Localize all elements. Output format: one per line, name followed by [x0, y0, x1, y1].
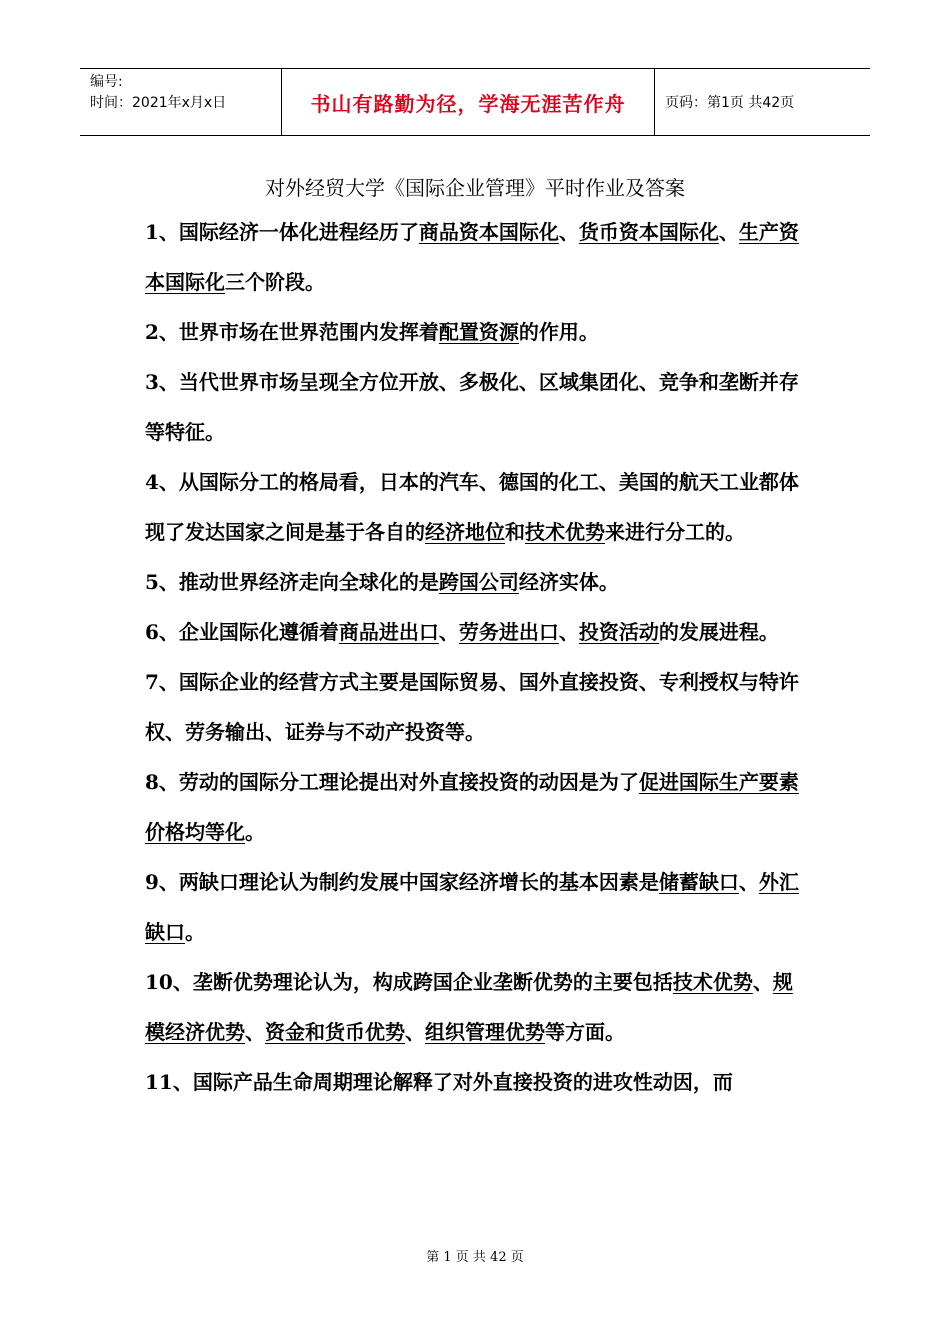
motto-text: 书山有路勤为径，学海无涯苦作舟	[310, 91, 626, 116]
question-paragraph	[145, 657, 810, 757]
question-text: 、	[405, 1020, 425, 1044]
document-title: 对外经贸大学《国际企业管理》平时作业及答案	[265, 176, 685, 200]
answer-text: 促进国际生产要素价格均等化	[145, 770, 799, 844]
answer-text: 配置资源	[438, 320, 519, 344]
question-text: 、	[245, 1020, 265, 1044]
question-text: 、	[738, 870, 759, 894]
question-paragraph	[145, 857, 810, 957]
question-paragraph	[145, 557, 810, 607]
question-text: 6、企业国际化遵循着	[145, 620, 339, 644]
question-paragraph	[145, 607, 810, 657]
question-text: 7、国际企业的经营方式主要是国际贸易、国外直接投资、专利授权与特许权、劳务输出、证券与不动产投资等。	[145, 670, 799, 744]
time-label: 时间：2021年x月x日	[90, 95, 227, 111]
question-paragraph	[145, 207, 810, 307]
question-text: 10、垄断优势理论认为，构成跨国企业垄断优势的主要包括	[145, 970, 673, 994]
question-text: 。	[245, 820, 265, 844]
answer-text: 资金和货币优势	[265, 1020, 405, 1044]
document-body	[145, 207, 810, 1107]
answer-text: 技术优势	[525, 520, 605, 544]
answer-text: 劳务进出口	[458, 620, 559, 644]
question-paragraph	[145, 457, 810, 557]
answer-text: 经济地位	[425, 520, 505, 544]
question-paragraph	[145, 307, 810, 357]
number-label: 编号:	[90, 74, 123, 90]
question-text: 。	[185, 920, 205, 944]
question-text: 11、国际产品生命周期理论解释了对外直接投资的进攻性动因，而	[145, 1070, 733, 1094]
question-text: 等方面。	[545, 1020, 625, 1044]
question-text: 的发展进程。	[658, 620, 779, 644]
question-text: 经济实体。	[518, 570, 619, 594]
question-paragraph	[145, 957, 810, 1057]
question-text: 、	[558, 620, 579, 644]
question-text: 、	[752, 970, 773, 994]
question-text: 5、推动世界经济走向全球化的是	[145, 570, 439, 594]
answer-text: 储蓄缺口	[658, 870, 739, 894]
question-text: 9、两缺口理论认为制约发展中国家经济增长的基本因素是	[145, 870, 659, 894]
answer-text: 货币资本国际化	[578, 220, 719, 244]
motto-cell	[282, 69, 655, 135]
question-text: 、	[558, 220, 579, 244]
question-paragraph	[145, 357, 810, 457]
answer-text: 生产资本国际化	[145, 220, 799, 294]
page-header	[80, 68, 870, 136]
question-text: 的作用。	[518, 320, 599, 344]
question-text: 2、世界市场在世界范围内发挥着	[145, 320, 439, 344]
question-text: 来进行分工的。	[605, 520, 745, 544]
answer-text: 外汇缺口	[145, 870, 799, 944]
question-paragraph	[145, 757, 810, 857]
page-footer: 第 1 页 共 42 页	[426, 1250, 524, 1265]
question-paragraph	[145, 1057, 810, 1107]
question-text: 和	[505, 520, 525, 544]
answer-text: 规模经济优势	[145, 970, 793, 1044]
question-text: 、	[438, 620, 459, 644]
question-text: 三个阶段。	[225, 270, 325, 294]
answer-text: 组织管理优势	[425, 1020, 545, 1044]
question-text: 4、从国际分工的格局看，日本的汽车、德国的化工、美国的航天工业都体现了发达国家之间是基于各自的	[145, 470, 799, 544]
page-info-cell	[655, 69, 870, 135]
header-meta-cell	[80, 69, 282, 135]
answer-text: 技术优势	[672, 970, 753, 994]
answer-text: 商品资本国际化	[418, 220, 559, 244]
answer-text: 商品进出口	[338, 620, 439, 644]
question-text: 8、劳动的国际分工理论提出对外直接投资的动因是为了	[145, 770, 639, 794]
question-text: 3、当代世界市场呈现全方位开放、多极化、区域集团化、竞争和垄断并存等特征。	[145, 370, 799, 444]
question-text: 1、国际经济一体化进程经历了	[145, 220, 419, 244]
answer-text: 跨国公司	[438, 570, 519, 594]
answer-text: 投资活动	[578, 620, 659, 644]
page-info-text: 页码：第1页 共42页	[665, 95, 795, 111]
question-text: 、	[718, 220, 739, 244]
